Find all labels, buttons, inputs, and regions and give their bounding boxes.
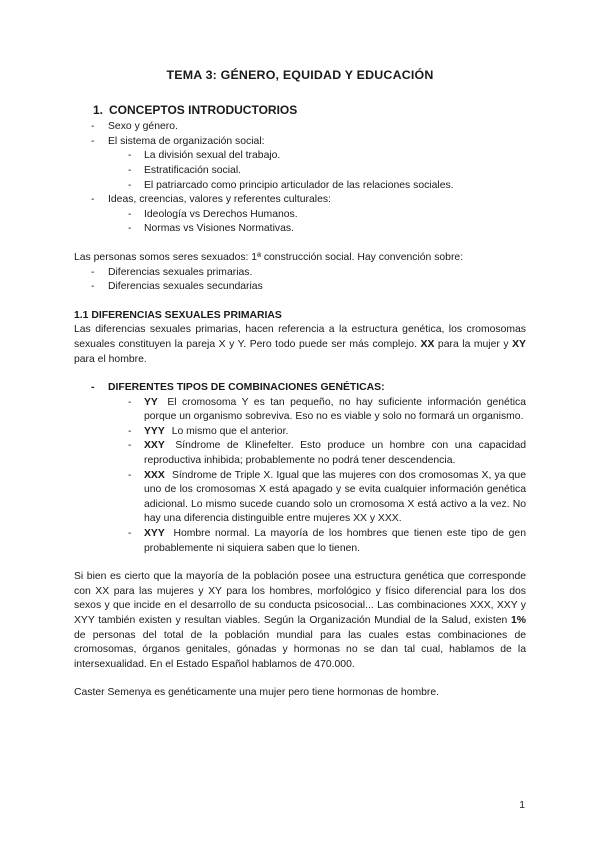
list-item: - Diferencias sexuales primarias. xyxy=(74,266,526,281)
sub-list-item: - Ideología vs Derechos Humanos. xyxy=(74,208,526,223)
combination-item: - XYY Hombre normal. La mayoría de los hombres que tienen este tipo de gen probablemente ni siquiera saben que lo tienen. xyxy=(74,527,526,556)
combination-item: - YY El cromosoma Y es tan pequeño, no hay suficiente información genética porque un organismo sobreviva. Eso no es viable y solo no formará un organismo. xyxy=(74,396,526,425)
genetics-paragraph: Si bien es cierto que la mayoría de la población posee una estructura genética que corresponde con XX para las mujeres y XY para los hombres, morfológico y físico diferencial para los dos sexos y que incide en el desarrollo de su conducta psicosocial... Las combinaciones XXX, XXY y XYY también existen y resultan viables. Según la Organización Mundial de la Salud, existen 1% de personas del total de la población mundial para las cuales estas combinaciones de cromosomas, órganos genitales, gónadas y hormonas no se dan tal cual, hablamos de la intersexualidad. En el Estado Español hablamos de 470.000. xyxy=(74,571,526,670)
section-1-1-paragraph: Las diferencias sexuales primarias, hacen referencia a la estructura genética, los cromosomas sexuales constituyen la pareja X y Y. Pero todo puede ser más complejo. XX para la mujer y XY para el hombre. xyxy=(74,324,526,365)
sub-list-item: - Normas vs Visiones Normativas. xyxy=(74,222,526,237)
document-title: TEMA 3: GÉNERO, EQUIDAD Y EDUCACIÓN xyxy=(166,68,434,82)
section-1-heading xyxy=(93,103,526,118)
section-1-1-heading: 1.1 DIFERENCIAS SEXUALES PRIMARIAS xyxy=(74,309,282,321)
list-item: - Sexo y género. xyxy=(74,120,526,135)
list-item: - El sistema de organización social: xyxy=(74,135,526,150)
closing-paragraph: Caster Semenya es genéticamente una mujer pero tiene hormonas de hombre. xyxy=(74,687,440,699)
page-number: 1 xyxy=(519,800,525,811)
combination-item: - XXX Síndrome de Triple X. Igual que las mujeres con dos cromosomas X, ya que uno de los cromosomas X está apagado y se evita cualquier información genética adicional. Lo mismo sucede cuando solo un cromosoma X está activo a la vez. No hay una diferencia distinguible entre mujeres XX y XXX. xyxy=(74,469,526,527)
document-page xyxy=(74,68,526,701)
combination-item: - YYY Lo mismo que el anterior. xyxy=(74,425,526,440)
section-number: 1. xyxy=(93,102,104,117)
intro-list xyxy=(74,266,526,295)
combinations-list xyxy=(74,381,526,556)
intro-text: Las personas somos seres sexuados: 1ª construcción social. Hay convención sobre: xyxy=(74,251,464,263)
list-item: - Ideas, creencias, valores y referentes culturales: xyxy=(74,193,526,208)
list-item: - Diferencias sexuales secundarias xyxy=(74,280,526,295)
combinations-heading: - DIFERENTES TIPOS DE COMBINACIONES GENÉTICAS: xyxy=(74,381,526,396)
sub-list-item: - El patriarcado como principio articulador de las relaciones sociales. xyxy=(74,179,526,194)
section-title: CONCEPTOS INTRODUCTORIOS xyxy=(109,102,298,117)
sub-list-item: - La división sexual del trabajo. xyxy=(74,149,526,164)
combination-item: - XXY Síndrome de Klinefelter. Esto produce un hombre con una capacidad reproductiva inhibida; probablemente no podrá tener descendencia. xyxy=(74,439,526,468)
concepts-list xyxy=(74,120,526,237)
sub-list-item: - Estratificación social. xyxy=(74,164,526,179)
